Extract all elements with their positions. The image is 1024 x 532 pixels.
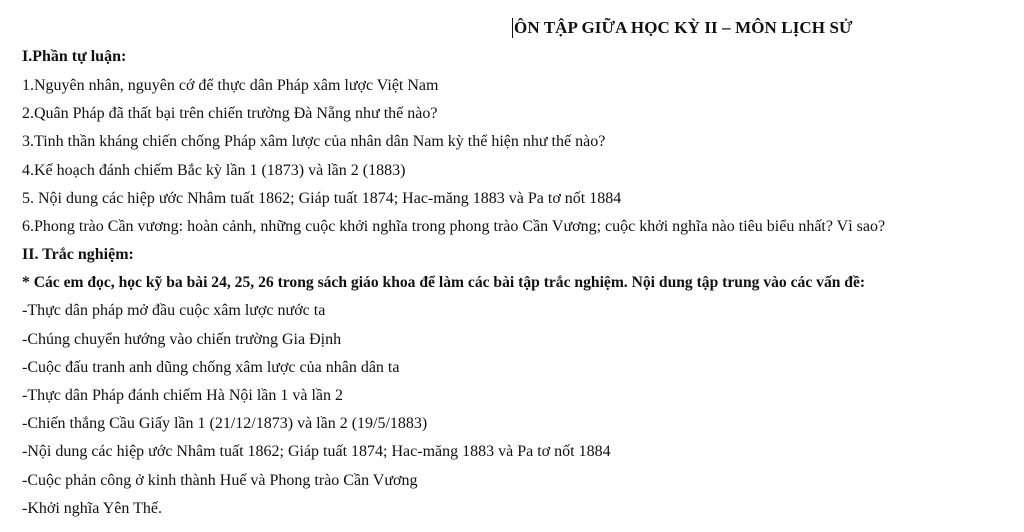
topic-item: -Chúng chuyển hướng vào chiến trường Gia Định — [22, 331, 342, 348]
essay-question: 1.Nguyên nhân, nguyên cớ để thực dân Pháp xâm lược Việt Nam — [22, 77, 439, 94]
section-heading-multiple-choice: II. Trắc nghiệm: — [22, 246, 134, 263]
multiple-choice-instructions: * Các em đọc, học kỹ ba bài 24, 25, 26 trong sách giáo khoa để làm các bài tập trắc nghiệm. Nội dung tập trung vào các vấn đề: — [22, 274, 866, 291]
essay-question: 5. Nội dung các hiệp ước Nhâm tuất 1862; Giáp tuất 1874; Hac-măng 1883 và Pa tơ nốt 1884 — [22, 190, 622, 207]
text-cursor — [512, 18, 513, 38]
topic-item: -Nội dung các hiệp ước Nhâm tuất 1862; Giáp tuất 1874; Hac-măng 1883 và Pa tơ nốt 1884 — [22, 443, 611, 460]
essay-question: 2.Quân Pháp đã thất bại trên chiến trường Đà Nẵng như thế nào? — [22, 105, 438, 122]
essay-question: 4.Kế hoạch đánh chiếm Bắc kỳ lần 1 (1873) và lần 2 (1883) — [22, 162, 406, 179]
topic-item: -Cuộc phản công ở kinh thành Huế và Phong trào Cần Vương — [22, 472, 418, 489]
title-container — [512, 18, 853, 38]
topic-item: -Chiến thắng Cầu Giấy lần 1 (21/12/1873) và lần 2 (19/5/1883) — [22, 415, 428, 432]
topic-item: -Thực dân Pháp đánh chiếm Hà Nội lần 1 và lần 2 — [22, 387, 344, 404]
essay-question: 6.Phong trào Cần vương: hoàn cảnh, những cuộc khởi nghĩa trong phong trào Cần Vương; cuộc khởi nghĩa nào tiêu biểu nhất? Vì sao? — [22, 218, 886, 235]
document-title: ÔN TẬP GIỮA HỌC KỲ II – MÔN LỊCH SỬ — [514, 18, 853, 37]
topic-item: -Khởi nghĩa Yên Thế. — [22, 500, 162, 517]
topic-item: -Cuộc đấu tranh anh dũng chống xâm lược của nhân dân ta — [22, 359, 400, 376]
section-heading-essay: I.Phần tự luận: — [22, 48, 127, 65]
topic-item: -Thực dân pháp mở đầu cuộc xâm lược nước ta — [22, 302, 326, 319]
essay-question: 3.Tinh thần kháng chiến chống Pháp xâm lược của nhân dân Nam kỳ thể hiện như thế nào? — [22, 133, 606, 150]
